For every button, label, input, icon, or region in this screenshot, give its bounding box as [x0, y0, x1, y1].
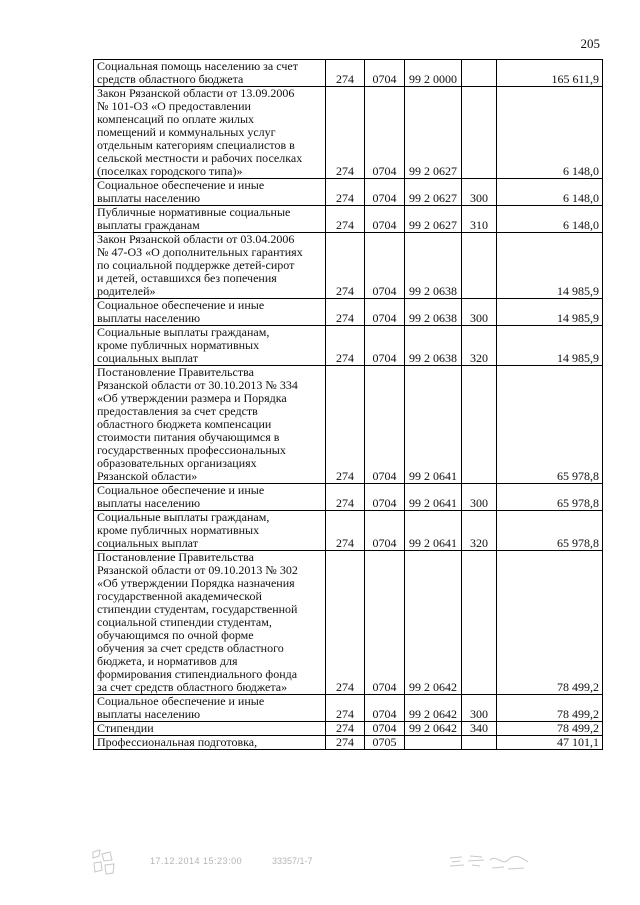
row-name	[94, 206, 326, 233]
row-section-code: 0704	[365, 206, 405, 233]
table-row	[94, 722, 603, 736]
row-section-code: 0704	[365, 484, 405, 511]
row-expense-type	[462, 366, 497, 484]
row-expense-type: 310	[462, 206, 497, 233]
table-row	[94, 551, 603, 695]
row-name-text: Социальное обеспечение и иные выплаты населению	[97, 483, 265, 510]
row-target-code: 99 2 0627	[405, 206, 462, 233]
row-admin-code: 274	[326, 233, 365, 299]
row-section-code: 0704	[365, 366, 405, 484]
table-row	[94, 736, 603, 750]
row-name	[94, 736, 326, 750]
row-amount: 78 499,2	[497, 551, 603, 695]
row-admin-code: 274	[326, 326, 365, 366]
row-expense-type: 320	[462, 326, 497, 366]
row-target-code: 99 2 0642	[405, 722, 462, 736]
row-admin-code: 274	[326, 60, 365, 87]
row-name-text: Постановление Правительства Рязанской области от 09.10.2013 № 302 «Об утверждении Порядка назначения государственной академической стипендии студентам, государственной социальной стипендии студентам, обучающимся по очной форме обучения за счет средств областного бюджета, и нормативов для формирования стипендиального фонда за счет средств областного бюджета»	[97, 550, 298, 694]
row-admin-code: 274	[326, 179, 365, 206]
row-section-code: 0705	[365, 736, 405, 750]
row-amount: 65 978,8	[497, 511, 603, 551]
row-target-code: 99 2 0642	[405, 551, 462, 695]
row-target-code: 99 2 0641	[405, 366, 462, 484]
row-section-code: 0704	[365, 87, 405, 179]
row-section-code: 0704	[365, 551, 405, 695]
page-number: 205	[580, 36, 600, 51]
row-section-code: 0704	[365, 695, 405, 722]
row-name-text: Социальное обеспечение и иные выплаты населению	[97, 694, 265, 721]
row-section-code: 0704	[365, 233, 405, 299]
row-name-text: Стипендии	[97, 721, 154, 735]
table-row	[94, 484, 603, 511]
row-name	[94, 484, 326, 511]
row-expense-type: 340	[462, 722, 497, 736]
table-row	[94, 299, 603, 326]
row-amount: 65 978,8	[497, 366, 603, 484]
row-name	[94, 326, 326, 366]
row-name-text: Закон Рязанской области от 03.04.2006 № 47-ОЗ «О дополнительных гарантиях по социальной поддержке детей-сирот и детей, оставшихся без попечения родителей»	[97, 232, 303, 298]
row-target-code: 99 2 0627	[405, 179, 462, 206]
row-amount: 78 499,2	[497, 695, 603, 722]
row-amount: 6 148,0	[497, 206, 603, 233]
row-section-code: 0704	[365, 60, 405, 87]
signature-mark-icon	[448, 852, 538, 874]
row-target-code: 99 2 0638	[405, 233, 462, 299]
row-admin-code: 274	[326, 511, 365, 551]
row-amount: 47 101,1	[497, 736, 603, 750]
row-name	[94, 722, 326, 736]
row-section-code: 0704	[365, 299, 405, 326]
row-name	[94, 179, 326, 206]
table-row	[94, 511, 603, 551]
row-name-text: Социальные выплаты гражданам, кроме публичных нормативных социальных выплат	[97, 325, 270, 365]
row-section-code: 0704	[365, 511, 405, 551]
row-target-code: 99 2 0638	[405, 299, 462, 326]
table-row	[94, 366, 603, 484]
table-row	[94, 206, 603, 233]
row-target-code: 99 2 0642	[405, 695, 462, 722]
row-name	[94, 551, 326, 695]
row-expense-type	[462, 736, 497, 750]
row-amount: 65 978,8	[497, 484, 603, 511]
row-expense-type	[462, 233, 497, 299]
row-name-text: Социальное обеспечение и иные выплаты населению	[97, 178, 265, 205]
row-name-text: Публичные нормативные социальные выплаты гражданам	[97, 205, 291, 232]
row-expense-type: 300	[462, 299, 497, 326]
row-amount: 165 611,9	[497, 60, 603, 87]
budget-table	[93, 59, 603, 750]
row-target-code: 99 2 0627	[405, 87, 462, 179]
row-amount: 78 499,2	[497, 722, 603, 736]
row-name-text: Социальное обеспечение и иные выплаты населению	[97, 298, 265, 325]
row-admin-code: 274	[326, 484, 365, 511]
row-section-code: 0704	[365, 722, 405, 736]
row-amount: 14 985,9	[497, 233, 603, 299]
row-section-code: 0704	[365, 179, 405, 206]
row-admin-code: 274	[326, 722, 365, 736]
row-name	[94, 299, 326, 326]
footer-timestamp: 17.12.2014 15:23:00	[150, 856, 243, 866]
row-name	[94, 233, 326, 299]
row-section-code: 0704	[365, 326, 405, 366]
row-target-code: 99 2 0638	[405, 326, 462, 366]
row-name	[94, 695, 326, 722]
row-amount: 14 985,9	[497, 299, 603, 326]
row-admin-code: 274	[326, 366, 365, 484]
row-name-text: Постановление Правительства Рязанской области от 30.10.2013 № 334 «Об утверждении размера и Порядка предоставления за счет средств областного бюджета компенсации стоимости питания обучающимся в государственных профессиональных образовательных организациях Рязанской области»	[97, 365, 298, 483]
row-expense-type: 300	[462, 179, 497, 206]
row-admin-code: 274	[326, 299, 365, 326]
table-row	[94, 60, 603, 87]
row-target-code: 99 2 0000	[405, 60, 462, 87]
row-name	[94, 366, 326, 484]
row-amount: 6 148,0	[497, 179, 603, 206]
row-name	[94, 60, 326, 87]
budget-table-body	[94, 60, 603, 750]
row-admin-code: 274	[326, 206, 365, 233]
row-target-code: 99 2 0641	[405, 484, 462, 511]
scan-stamp-icon	[90, 848, 118, 878]
table-row	[94, 87, 603, 179]
row-expense-type	[462, 87, 497, 179]
row-expense-type	[462, 60, 497, 87]
row-amount: 6 148,0	[497, 87, 603, 179]
row-expense-type: 300	[462, 695, 497, 722]
row-admin-code: 274	[326, 695, 365, 722]
row-expense-type: 320	[462, 511, 497, 551]
row-admin-code: 274	[326, 736, 365, 750]
row-name	[94, 511, 326, 551]
table-row	[94, 179, 603, 206]
row-target-code: 99 2 0641	[405, 511, 462, 551]
row-name-text: Профессиональная подготовка,	[97, 735, 258, 749]
table-row	[94, 695, 603, 722]
row-name-text: Социальная помощь населению за счет средств областного бюджета	[97, 59, 298, 86]
row-admin-code: 274	[326, 551, 365, 695]
footer-document-code: 33357/1-7	[272, 856, 313, 866]
table-row	[94, 326, 603, 366]
row-name-text: Социальные выплаты гражданам, кроме публичных нормативных социальных выплат	[97, 510, 270, 550]
row-name	[94, 87, 326, 179]
row-name-text: Закон Рязанской области от 13.09.2006 № 101-ОЗ «О предоставлении компенсаций по оплате жилых помещений и коммунальных услуг отдельным категориям специалистов в сельской местности и рабочих поселках (поселках городского типа)»	[97, 86, 303, 178]
row-admin-code: 274	[326, 87, 365, 179]
row-expense-type	[462, 551, 497, 695]
table-row	[94, 233, 603, 299]
row-amount: 14 985,9	[497, 326, 603, 366]
row-expense-type: 300	[462, 484, 497, 511]
row-target-code	[405, 736, 462, 750]
